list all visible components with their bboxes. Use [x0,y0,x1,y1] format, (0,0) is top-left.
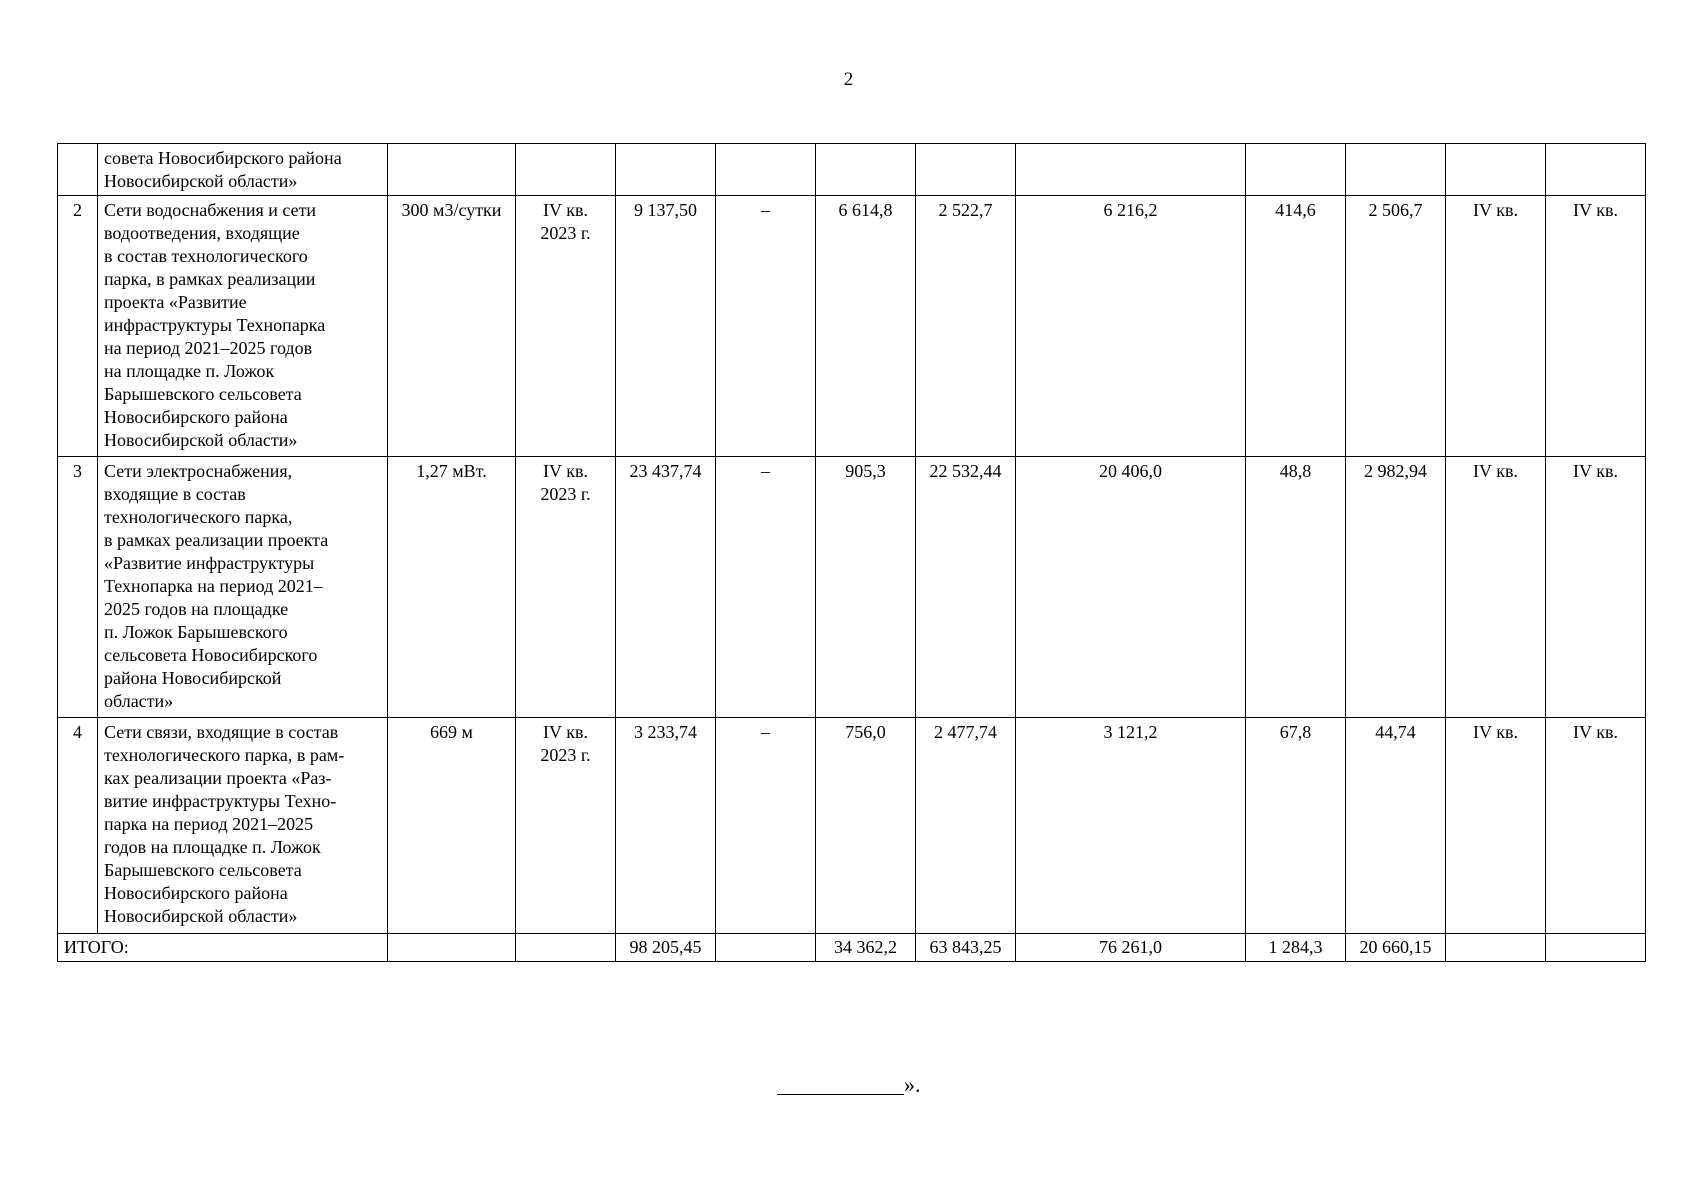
table-cell [516,144,616,196]
closing-mark [777,1072,921,1098]
table-cell [816,144,916,196]
table-cell: 2 982,94 [1346,457,1446,718]
capacity-cell: 669 м [388,718,516,934]
table-cell: 2 477,74 [916,718,1016,934]
table-cell: 1 284,3 [1246,934,1346,962]
signature-underline [777,1074,904,1095]
table-cell: 63 843,25 [916,934,1016,962]
row-description: совета Новосибирского района Новосибирской области» [98,144,388,196]
table-cell: 76 261,0 [1016,934,1246,962]
table-cell [1246,144,1346,196]
table-cell [716,144,816,196]
table-cell [1016,144,1246,196]
table-cell [516,934,616,962]
term-cell: IV кв. 2023 г. [516,457,616,718]
table-cell: 44,74 [1346,718,1446,934]
total-row [58,934,1646,962]
table-cell: 20 406,0 [1016,457,1246,718]
row-number [58,144,98,196]
table-cell [916,144,1016,196]
table-cell: 3 121,2 [1016,718,1246,934]
table-cell: 34 362,2 [816,934,916,962]
table-cell [1446,934,1546,962]
table-cell: 2 506,7 [1346,196,1446,457]
investment-table [57,143,1646,962]
table-cell: IV кв. [1546,457,1646,718]
term-cell: IV кв. 2023 г. [516,196,616,457]
table-cell: 6 614,8 [816,196,916,457]
table-cell: 905,3 [816,457,916,718]
table-cell [1446,144,1546,196]
table-cell: 756,0 [816,718,916,934]
table-cell: 67,8 [1246,718,1346,934]
total-label: ИТОГО: [58,934,388,962]
row-number: 3 [58,457,98,718]
total-cell: 3 233,74 [616,718,716,934]
total-cell: 23 437,74 [616,457,716,718]
table-cell: IV кв. [1446,196,1546,457]
table-row [58,718,1646,934]
capacity-cell: 300 м3/сутки [388,196,516,457]
row-number: 4 [58,718,98,934]
table-cell: – [716,457,816,718]
table-cell: IV кв. [1546,718,1646,934]
table-cell: IV кв. [1446,718,1546,934]
table-cell: IV кв. [1446,457,1546,718]
table-row [58,196,1646,457]
row-description: Сети электроснабжения, входящие в состав технологического парка, в рамках реализации проекта «Развитие инфраструктуры Технопарка на период 2021– 2025 годов на площадке п. Ложок Барышевского сельсовета Новосибирского района Новосибирской области» [98,457,388,718]
table-cell [716,934,816,962]
table-cell: 48,8 [1246,457,1346,718]
table-cell: 2 522,7 [916,196,1016,457]
table-cell [1346,144,1446,196]
total-cell: 98 205,45 [616,934,716,962]
row-description: Сети связи, входящие в состав технологического парка, в рам- ках реализации проекта «Раз- витие инфраструктуры Техно- парка на период 2021–2025 годов на площадке п. Ложок Барышевского сельсовета Новосибирского района Новосибирской области» [98,718,388,934]
table-row [58,144,1646,196]
table-row [58,457,1646,718]
table-cell: 414,6 [1246,196,1346,457]
closing-quote: ». [904,1072,921,1097]
table-cell [616,144,716,196]
term-cell: IV кв. 2023 г. [516,718,616,934]
table-cell: 6 216,2 [1016,196,1246,457]
table-cell [388,934,516,962]
capacity-cell: 1,27 мВт. [388,457,516,718]
table-cell [1546,144,1646,196]
table-cell: 20 660,15 [1346,934,1446,962]
table-cell: 22 532,44 [916,457,1016,718]
row-number: 2 [58,196,98,457]
table-cell: – [716,718,816,934]
row-description: Сети водоснабжения и сети водоотведения, входящие в состав технологического парка, в рамках реализации проекта «Развитие инфраструктуры Технопарка на период 2021–2025 годов на площадке п. Ложок Барышевского сельсовета Новосибирского района Новосибирской области» [98,196,388,457]
total-cell: 9 137,50 [616,196,716,457]
table-cell [1546,934,1646,962]
page-number: 2 [843,69,854,90]
table-cell [388,144,516,196]
table-cell: – [716,196,816,457]
table-cell: IV кв. [1546,196,1646,457]
